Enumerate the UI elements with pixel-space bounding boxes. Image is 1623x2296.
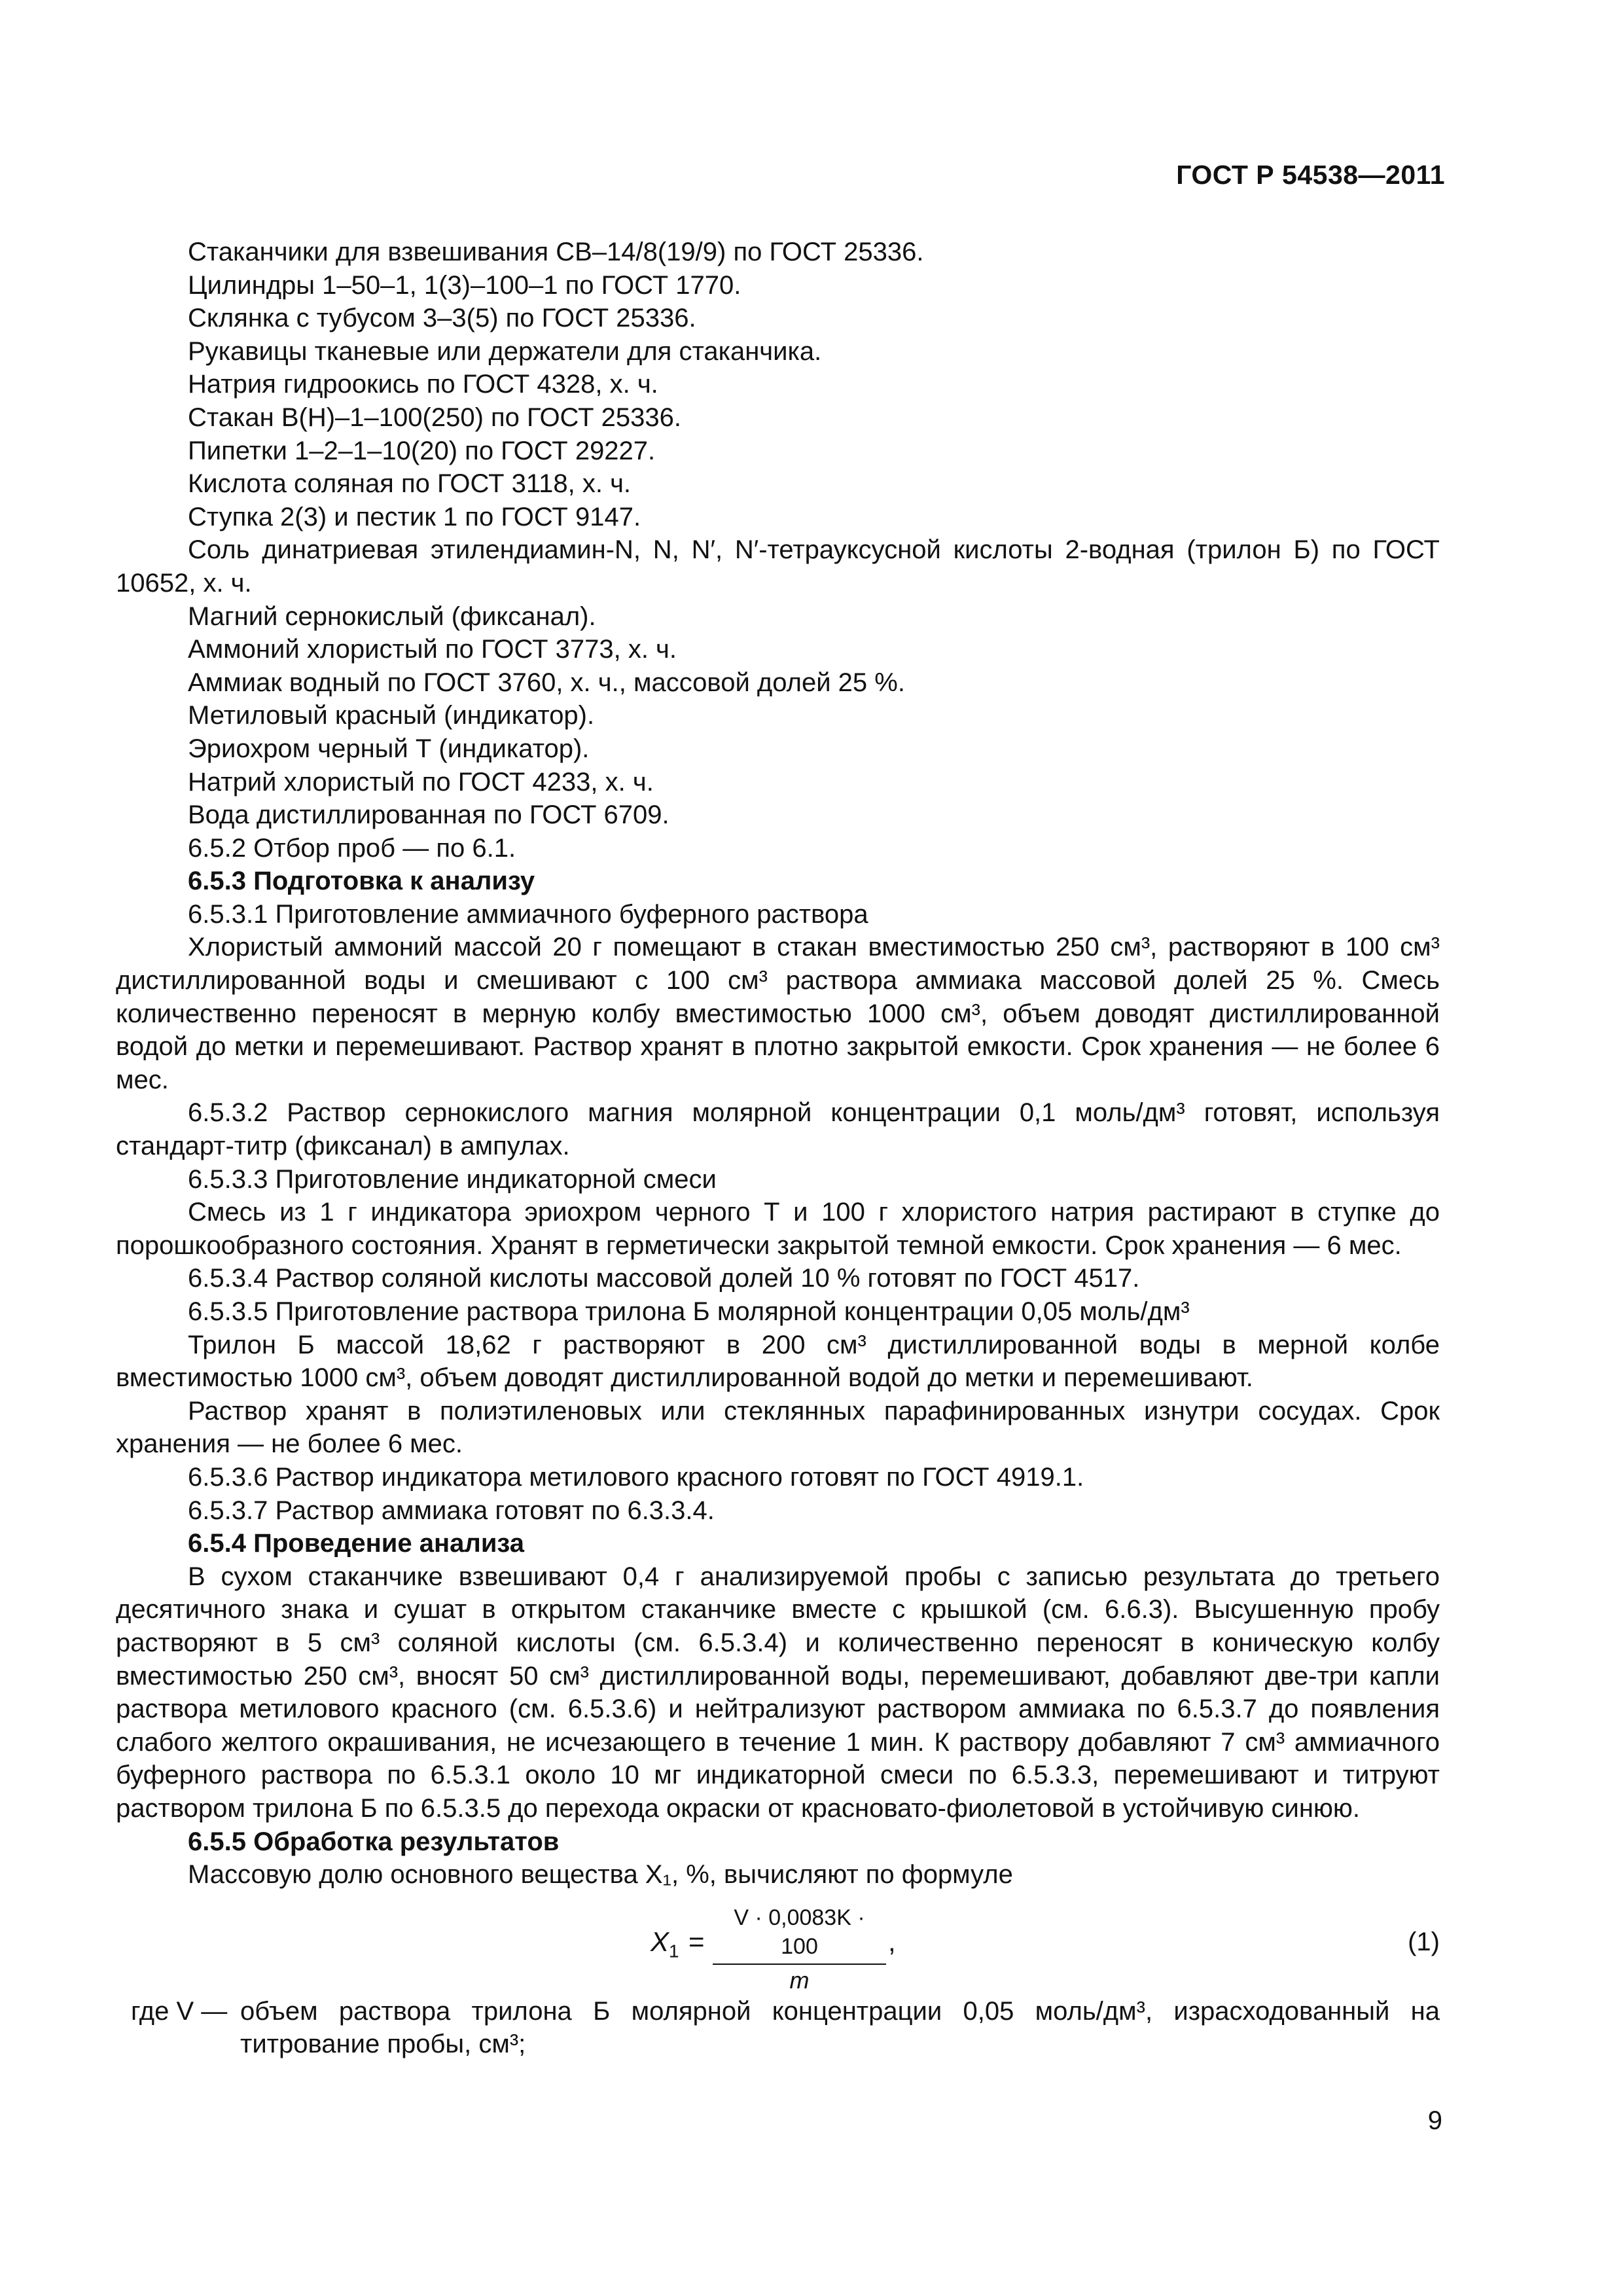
- text-line: Стакан В(Н)–1–100(250) по ГОСТ 25336.: [188, 403, 682, 432]
- formula-legend: [116, 1995, 1440, 2061]
- formula-denominator: m: [789, 1966, 810, 1994]
- text-line: Аммоний хлористый по ГОСТ 3773, х. ч.: [188, 635, 677, 664]
- formula-comma: ,: [888, 1926, 896, 1957]
- text-paragraph: Хлористый аммоний массой 20 г помещают в стакан вместимостью 250 см³, растворяют в 100 см³ дистиллированной воды и смешивают с 100 см³ раствора аммиака массовой долей 25 %. Смесь количественно переносят в мерную колбу вместимостью 1000 см³, объем доводят дистиллированной водой до метки и перемешивают. Раствор хранят в плотно закрытой емкости. Срок хранения — не более 6 мес.: [116, 933, 1440, 1094]
- section-heading: 6.5.5 Обработка результатов: [188, 1827, 560, 1856]
- document-header: ГОСТ Р 54538—2011: [1176, 160, 1445, 190]
- formula-block: [116, 1903, 1440, 1994]
- document-body: [116, 236, 1440, 2061]
- text-line: Эриохром черный Т (индикатор).: [188, 734, 590, 763]
- legend-lead: где V —: [131, 1996, 228, 2026]
- text-line: 6.5.3.1 Приготовление аммиачного буферного раствора: [188, 899, 868, 929]
- formula-fraction: [713, 1903, 886, 1996]
- text-paragraph: Раствор хранят в полиэтиленовых или стеклянных парафинированных изнутри сосудах. Срок хранения — не более 6 мес.: [116, 1396, 1440, 1459]
- text-line: Пипетки 1–2–1–10(20) по ГОСТ 29227.: [188, 436, 656, 465]
- text-paragraph: Соль динатриевая этилендиамин-N, N, N′, N′-тетрауксусной кислоты 2-водная (трилон Б) по ГОСТ 10652, х. ч.: [116, 535, 1440, 598]
- legend-text: объем раствора трилона Б молярной концентрации 0,05 моль/дм³, израсходованный на титрование пробы, см³;: [240, 1996, 1440, 2059]
- text-line: Магний сернокислый (фиксанал).: [188, 601, 596, 631]
- formula-lhs: $X_1$: [651, 1926, 679, 1962]
- formula-numerator: V · 0,0083K · 100: [713, 1903, 886, 1965]
- text-line: Рукавицы тканевые или держатели для стаканчика.: [188, 336, 822, 366]
- formula-number: (1): [1408, 1927, 1440, 1956]
- text-line: Массовую долю основного вещества X₁, %, вычисляют по формуле: [188, 1860, 1013, 1890]
- text-line: Вода дистиллированная по ГОСТ 6709.: [188, 800, 669, 830]
- text-line: Стаканчики для взвешивания СВ–14/8(19/9) по ГОСТ 25336.: [188, 238, 924, 266]
- text-paragraph: Смесь из 1 г индикатора эриохром черного Т и 100 г хлористого натрия растирают в ступке до порошкообразного состояния. Хранят в герметически закрытой темной емкости. Срок хранения — 6 мес.: [116, 1198, 1440, 1260]
- text-line: Натрий хлористый по ГОСТ 4233, х. ч.: [188, 767, 654, 797]
- text-line: Кислота соляная по ГОСТ 3118, х. ч.: [188, 469, 632, 499]
- text-line: 6.5.3.3 Приготовление индикаторной смеси: [188, 1164, 717, 1194]
- text-line: Ступка 2(3) и пестик 1 по ГОСТ 9147.: [188, 502, 641, 531]
- text-line: Метиловый красный (индикатор).: [188, 701, 595, 730]
- text-line: Натрия гидроокись по ГОСТ 4328, х. ч.: [188, 370, 658, 399]
- text-line: 6.5.3.5 Приготовление раствора трилона Б молярной концентрации 0,05 моль/дм³: [188, 1297, 1190, 1326]
- text-line: 6.5.2 Отбор проб — по 6.1.: [188, 833, 516, 863]
- text-line: Цилиндры 1–50–1, 1(3)–100–1 по ГОСТ 1770.: [188, 270, 741, 300]
- page-number: 9: [1427, 2106, 1442, 2135]
- text-paragraph: Трилон Б массой 18,62 г растворяют в 200 см³ дистиллированной воды в мерной колбе вместимостью 1000 см³, объем доводят дистиллированной водой до метки и перемешивают.: [116, 1330, 1440, 1393]
- formula-equals: =: [688, 1926, 705, 1957]
- section-heading: 6.5.4 Проведение анализа: [188, 1529, 525, 1558]
- text-line: 6.5.3.6 Раствор индикатора метилового красного готовят по ГОСТ 4919.1.: [188, 1462, 1084, 1492]
- text-line: 6.5.3.7 Раствор аммиака готовят по 6.3.3.4.: [188, 1496, 715, 1525]
- text-paragraph: В сухом стаканчике взвешивают 0,4 г анализируемой пробы с записью результата до третьего десятичного знака и сушат в открытом стаканчике вместе с крышкой (см. 6.6.3). Высушенную пробу растворяют в 5 см³ соляной кислоты (см. 6.5.3.4) и количественно переносят в коническую колбу вместимостью 250 см³, вносят 50 см³ дистиллированной воды, перемешивают, добавляют две-три капли раствора метилового красного (см. 6.5.3.6) и нейтрализуют раствором аммиака по 6.5.3.7 до появления слабого желтого окрашивания, не исчезающего в течение 1 мин. К раствору добавляют 7 см³ аммиачного буферного раствора по 6.5.3.1 около 10 мг индикаторной смеси по 6.5.3.3, перемешивают и титруют раствором трилона Б по 6.5.3.5 до перехода окраски от красновато-фиолетовой в устойчивую синюю.: [116, 1562, 1440, 1823]
- text-paragraph: 6.5.3.2 Раствор сернокислого магния молярной концентрации 0,1 моль/дм³ готовят, используя стандарт-титр (фиксанал) в ампулах.: [116, 1098, 1440, 1161]
- section-heading: 6.5.3 Подготовка к анализу: [188, 867, 535, 896]
- text-line: 6.5.3.4 Раствор соляной кислоты массовой долей 10 % готовят по ГОСТ 4517.: [188, 1264, 1140, 1293]
- text-line: Аммиак водный по ГОСТ 3760, х. ч., массовой долей 25 %.: [188, 668, 905, 697]
- text-line: Склянка с тубусом 3–3(5) по ГОСТ 25336.: [188, 304, 696, 333]
